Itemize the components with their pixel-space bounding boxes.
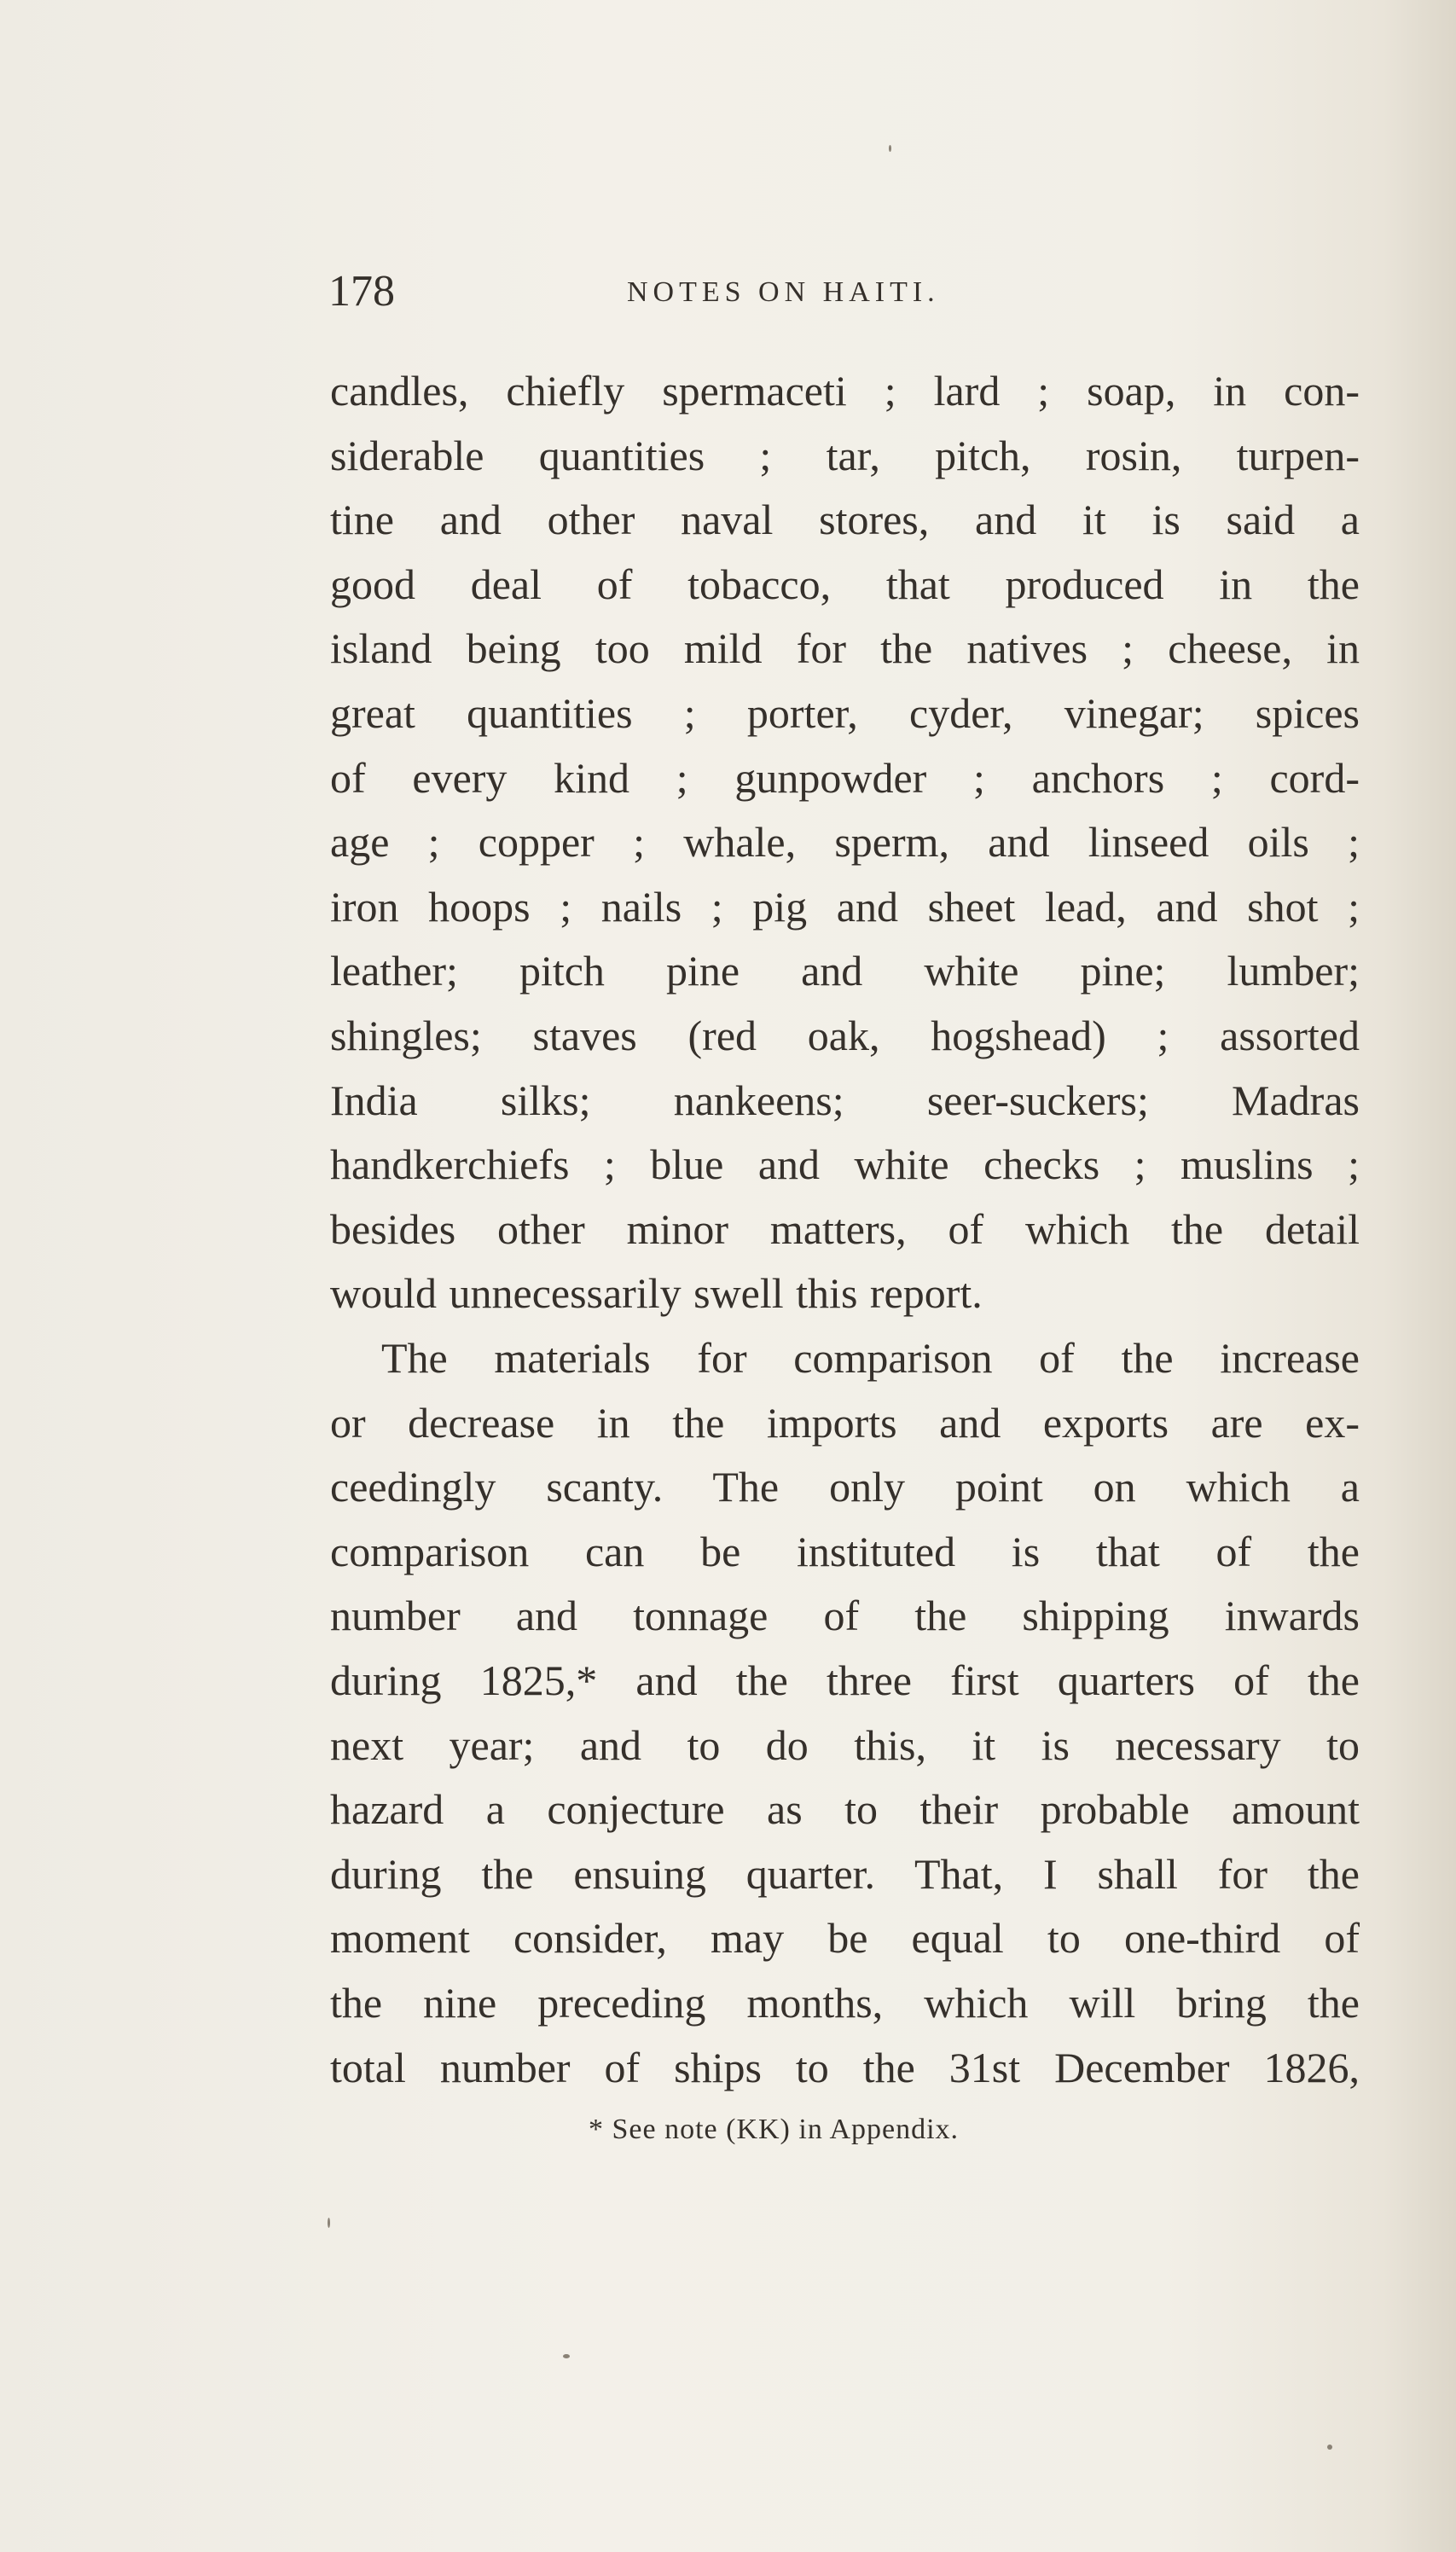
text-line: iron hoops ; nails ; pig and sheet lead, and shot ; — [330, 882, 1360, 931]
text-line: siderable quantities ; tar, pitch, rosin, turpen- — [330, 431, 1360, 479]
text-line: The materials for comparison of the increase — [381, 1334, 1360, 1382]
running-title: NOTES ON HAITI. — [627, 276, 940, 308]
text-line: hazard a conjecture as to their probable amount — [330, 1785, 1360, 1834]
paper-speck — [563, 2354, 570, 2358]
text-line: number and tonnage of the shipping inwards — [330, 1592, 1360, 1640]
text-line: the nine preceding months, which will bring the — [330, 1979, 1360, 2027]
footnote: * See note (KK) in Appendix. — [589, 2114, 960, 2145]
text-line: during the ensuing quarter. That, I shall for the — [330, 1849, 1360, 1898]
text-line: would unnecessarily swell this report. — [330, 1269, 983, 1318]
text-line: island being too mild for the natives ; cheese, in — [330, 624, 1360, 673]
text-line: good deal of tobacco, that produced in the — [330, 560, 1360, 608]
text-line: or decrease in the imports and exports are ex- — [330, 1398, 1360, 1447]
text-line: comparison can be instituted is that of the — [330, 1527, 1360, 1575]
paper-speck — [889, 145, 891, 152]
text-line: besides other minor matters, of which the detail — [330, 1204, 1360, 1253]
text-line: moment consider, may be equal to one-third of — [330, 1914, 1360, 1963]
text-line: candles, chiefly spermaceti ; lard ; soap, in con- — [330, 367, 1360, 415]
text-line: leather; pitch pine and white pine; lumber; — [330, 947, 1360, 995]
text-line: shingles; staves (red oak, hogshead) ; assorted — [330, 1012, 1360, 1059]
page-header — [328, 266, 1360, 326]
text-line: during 1825,* and the three first quarters of the — [330, 1656, 1360, 1704]
text-line: next year; and to do this, it is necessary to — [330, 1720, 1360, 1769]
text-line: great quantities ; porter, cyder, vinegar; spices — [330, 689, 1360, 737]
text-line: total number of ships to the 31st December 1826, — [330, 2043, 1360, 2091]
text-line: age ; copper ; whale, sperm, and linseed oils ; — [330, 818, 1360, 867]
paper-speck — [328, 2218, 330, 2228]
text-line: ceedingly scanty. The only point on which a — [330, 1463, 1360, 1511]
text-line: tine and other naval stores, and it is said a — [330, 496, 1360, 544]
text-line: of every kind ; gunpowder ; anchors ; cord- — [330, 753, 1360, 802]
text-line: India silks; nankeens; seer-suckers; Madras — [330, 1076, 1360, 1124]
page-number: 178 — [328, 267, 395, 316]
text-line: handkerchiefs ; blue and white checks ; muslins ; — [330, 1140, 1360, 1189]
paper-speck — [1327, 2445, 1332, 2450]
